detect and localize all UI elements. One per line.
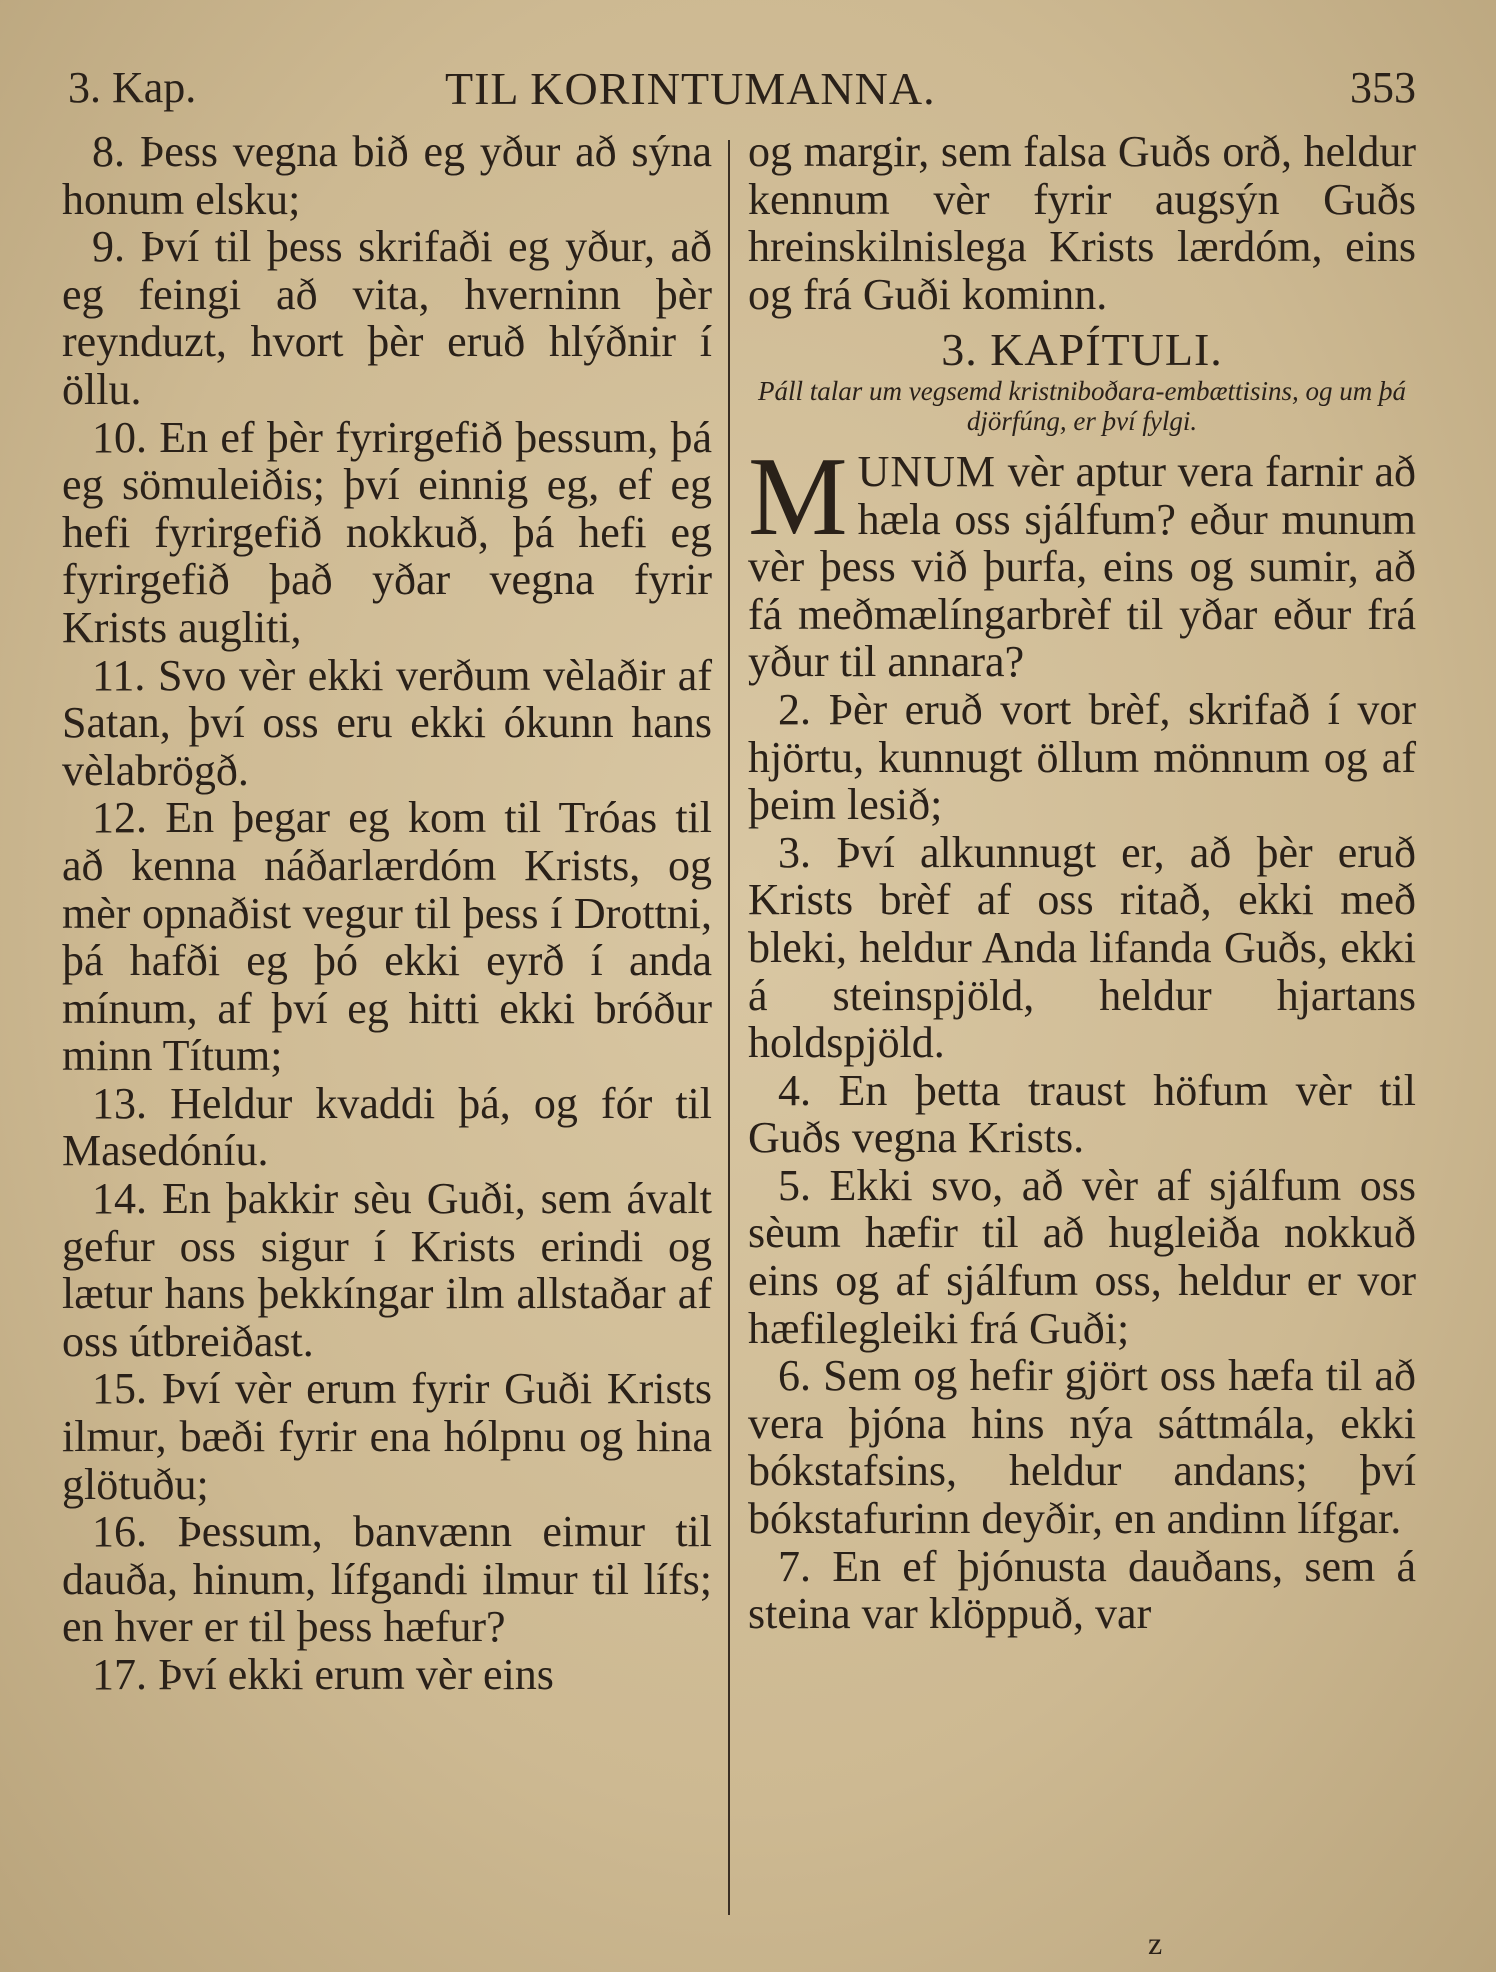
- running-header: [0, 62, 1496, 122]
- verse-1-text: vèr aptur vera farnir að hæla oss sjálfum? eður munum vèr þess við þurfa, eins og sumir, að fá meðmælíngarbrèf til yðar eður frá yður til annara?: [748, 446, 1416, 687]
- verse-14: 14. En þakkir sèu Guði, sem ávalt gefur oss sigur í Krists erindi og lætur hans þekkíngar ilm allstaðar af oss útbreiðast.: [62, 1174, 712, 1366]
- verse-10: 10. En ef þèr fyrirgefið þessum, þá eg sömuleiðis; því einnig eg, ef eg hefi fyrirgefið nokkuð, þá hefi eg fyrirgefið það yðar vegna fyrir Krists augliti,: [62, 412, 712, 652]
- drop-cap: M: [748, 434, 848, 559]
- verse-4: 4. En þetta traust höfum vèr til Guðs vegna Krists.: [748, 1065, 1416, 1163]
- book-title: TIL KORINTUMANNA.: [445, 63, 936, 114]
- page-number: 353: [1350, 63, 1416, 112]
- column-divider: [728, 140, 730, 1915]
- first-word-rest: UNUM: [857, 446, 997, 496]
- verse-8: 8. Þess vegna bið eg yður að sýna honum elsku;: [62, 127, 712, 224]
- verse-17-continuation: og margir, sem falsa Guðs orð, heldur kennum vèr fyrir augsýn Guðs hreinskilnislega Krists lærdóm, eins og frá Guði kominn.: [748, 127, 1416, 319]
- left-column: [62, 128, 712, 1699]
- right-column: [748, 128, 1416, 1638]
- verse-9: 9. Því til þess skrifaði eg yður, að eg feingi að vita, hverninn þèr reynduzt, hvort þèr eruð hlýðnir í öllu.: [62, 222, 712, 414]
- verse-13: 13. Heldur kvaddi þá, og fór til Masedóníu.: [62, 1078, 712, 1176]
- verse-15: 15. Því vèr erum fyrir Guði Krists ilmur, bæði fyrir ena hólpnu og hina glötuðu;: [62, 1364, 712, 1509]
- chapter-summary: Páll talar um vegsemd kristniboðara-embættisins, og um þá djörfúng, er því fylgi.: [758, 375, 1406, 436]
- verse-6: 6. Sem og hefir gjört oss hæfa til að vera þjóna hins nýa sáttmála, ekki bókstafsins, heldur andans; því bókstafurinn deyðir, en andinn lífgar.: [748, 1351, 1416, 1544]
- verse-5: 5. Ekki svo, að vèr af sjálfum oss sèum hæfir til að hugleiða nokkuð eins og af sjálfum oss, heldur er vor hæfilegleiki frá Guði;: [748, 1160, 1416, 1353]
- verse-1: [748, 434, 1416, 687]
- verse-12: 12. En þegar eg kom til Tróas til að kenna náðarlærdóm Krists, og mèr opnaðist vegur til þess í Drottni, þá hafði eg þó ekki eyrð í anda mínum, af því eg hitti ekki bróður minn Títum;: [62, 793, 712, 1081]
- verse-3: 3. Því alkunnugt er, að þèr eruð Krists brèf af oss ritað, ekki með bleki, heldur Anda lifanda Guðs, ekki á steinspjöld, heldur hjartans holdspjöld.: [748, 827, 1416, 1068]
- chapter-label: 3. Kap.: [68, 63, 197, 112]
- signature-mark: z: [1148, 1925, 1163, 1961]
- verse-7: 7. En ef þjónusta dauðans, sem á steina var klöppuð, var: [748, 1541, 1416, 1639]
- verse-16: 16. Þessum, banvænn eimur til dauða, hinum, lífgandi ilmur til lífs; en hver er til þess hæfur?: [62, 1507, 712, 1652]
- verse-11: 11. Svo vèr ekki verðum vèlaðir af Satan, því oss eru ekki ókunn hans vèlabrögð.: [62, 650, 712, 795]
- chapter-heading: 3. KAPÍTULI.: [941, 324, 1223, 376]
- verse-17: 17. Því ekki erum vèr eins: [92, 1650, 554, 1699]
- verse-2: 2. Þèr eruð vort brèf, skrifað í vor hjörtu, kunnugt öllum mönnum og af þeim lesið;: [748, 684, 1416, 830]
